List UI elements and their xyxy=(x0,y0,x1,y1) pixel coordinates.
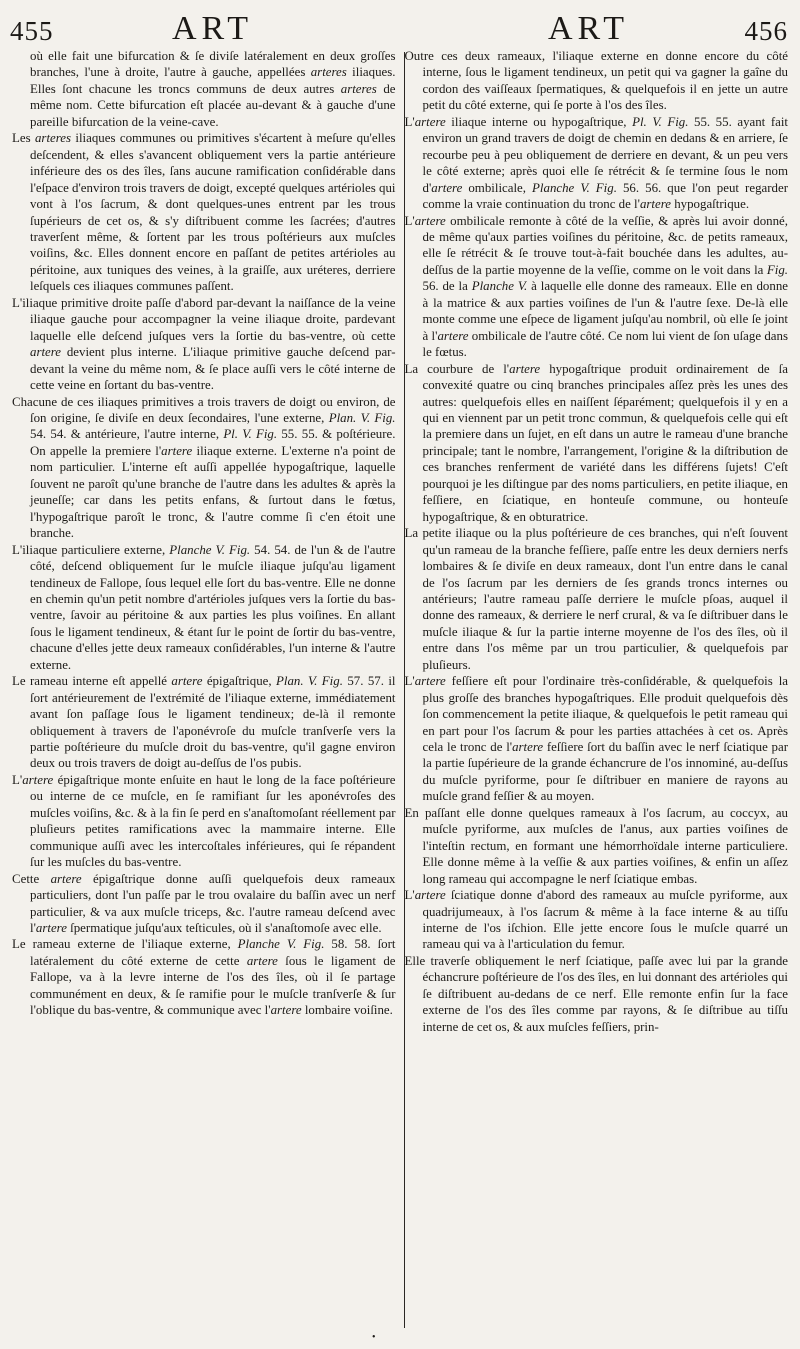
paragraph: L'artere ſciatique donne d'abord des rameaux au muſcle pyriforme, aux quadrijumeaux, à l'os ſacrum & même à la face interne & au tiſſu interne de l'os iſchion. Elle jette encore ſous le muſcle quarré un rameau qui va à l'articulation du femur. xyxy=(404,888,788,952)
right-column xyxy=(405,48,789,1340)
paragraph: Cette artere épigaſtrique donne auſſi quelquefois deux rameaux particuliers, dont l'un paſſe par le trou ovalaire du baſſin avec un nerf particulier, & va aux muſcle triceps, &c. l'autre rameau deſcend avec l'artere ſpermatique juſqu'aux teſticules, où il s'anaſtomoſe avec elle. xyxy=(12,871,396,936)
running-head-right: ART xyxy=(548,10,629,47)
left-column xyxy=(12,48,396,1340)
paragraph: L'iliaque primitive droite paſſe d'abord par-devant la naiſſance de la veine iliaque gauche pour accompagner la veine iliaque droite, pardevant laquelle elle deſcend juſques vers la ſortie du bas-ventre, où cette artere devient plus interne. L'iliaque primitive gauche deſcend par-devant la veine du même nom, & ſe place auſſi vers le côté interne de cette veine en ſortant du bas-ventre. xyxy=(12,295,396,393)
paragraph: La courbure de l'artere hypogaſtrique produit ordinairement de ſa convexité quatre ou cinq branches principales aſſez près les unes des autres: quelquefois elles en naiſſent ſéparément; quelquefois il y en a qui en viennent par un petit tronc commun, & quelquefois celle qui eſt la premiere dans un ſujet, en eſt dans un autre le rameau d'une branche principale; tant le nombre, l'arrangement, l'origine & la diſtribution de ces branches renferment de variété dans les différens ſujets! C'eſt pourquoi je les diſtingue par des noms particuliers, en petite iliaque, en feſſiere, en ſciatique, en honteuſe commune, ou honteuſe hypogaſtrique, & en obturatrice. xyxy=(404,361,788,524)
paragraph: Le rameau externe de l'iliaque externe, Planche V. Fig. 58. 58. ſort latéralement du côté externe de cette artere ſous le ligament de Fallope, va à la levre interne de l'os des îles, où il ſe partage communément en deux, & ſe ramifie pour le muſcle tranſverſe & ſur l'oblique du bas-ventre, & communique avec l'artere lombaire voiſine. xyxy=(12,937,396,1018)
running-head-left: ART xyxy=(172,10,253,47)
paragraph: Elle traverſe obliquement le nerf ſciatique, paſſe avec lui par la grande échancrure poſtérieure de l'os des îles, en lui donnant des artérioles qui ſe diſtribuent au-dedans de ce nerf. Elle remonte enfin ſur la face externe de l'os des îles comme par rayons, & ſe diſtribue au tiſſu interne de cet os, & aux muſcles feſſiers, prin- xyxy=(404,953,788,1034)
paragraph: La petite iliaque ou la plus poſtérieure de ces branches, qui n'eſt ſouvent qu'un rameau de la branche feſſiere, paſſe entre les deux derniers nerfs lombaires & ſe diviſe en deux rameaux, dont l'un entre dans le canal de l'os ſacrum par les derniers de ſes grands troncs internes ou antérieurs; l'autre rameau paſſe derriere le muſcle pſoas, auquel il donne des rameaux, & derriere le nerf crural, & va ſe diſtribuer dans le muſcle iliaque & ſur la partie interne moyenne de l'os des îles, où il entre dans l'os même par un trou particulier, & quelquefois par pluſieurs. xyxy=(404,526,788,672)
paragraph: L'artere épigaſtrique monte enſuite en haut le long de la face poſtérieure ou interne de ce muſcle, en ſe ramifiant ſur les aponévroſes des muſcles voiſins, &c. & à la fin ſe perd en s'anaſtomoſant réellement par pluſieurs petites ramifications avec la mammaire interne. Elle communique auſſi avec les intercoſtales inférieures, qui ſe répandent ſur les muſcles du bas-ventre. xyxy=(12,772,396,870)
two-column-body xyxy=(12,48,788,1340)
paragraph: L'artere iliaque interne ou hypogaſtrique, Pl. V. Fig. 55. 55. ayant fait environ un grand travers de doigt de chemin en dedans & en arriere, ſe recourbe peu à peu obliquement de derriere en devant, & un peu vers le côté externe; après quoi elle ſe rétrécit & ſe termine ſous le nom d'artere ombilicale, Planche V. Fig. 56. 56. que l'on peut regarder comme la vraie continuation du tronc de l'artere hypogaſtrique. xyxy=(404,114,788,212)
paragraph: où elle fait une bifurcation & ſe diviſe latéralement en deux groſſes branches, l'une à droite, l'autre à gauche, appellées arteres iliaques. Elles ſont chacune les troncs communs de deux autres arteres de même nom. Cette bifurcation eſt placée au-devant & à gauche d'une pareille bifurcation de la veine-cave. xyxy=(30,49,396,129)
page-header xyxy=(0,0,800,48)
page-number-left: 455 xyxy=(10,16,54,46)
page-number-right: 456 xyxy=(744,16,788,46)
paragraph: L'iliaque particuliere externe, Planche V. Fig. 54. 54. de l'un & de l'autre côté, deſcend obliquement ſur le muſcle iliaque juſqu'au ligament tendineux de Fallope, ſous lequel elle ſort du bas-ventre. Elle ne donne en chemin qu'un petit nombre d'artérioles juſques vers la ſortie du bas-ventre, ſavoir au péritoine & aux parties les plus voiſines. En allant ſous le ligament tendineux, & étant ſur le point de ſortir du bas-ventre, chacune d'elles jette deux rameaux conſidérables, l'un interne & l'autre externe. xyxy=(12,542,396,672)
footer-mark: • xyxy=(372,1332,376,1343)
paragraph: Les arteres iliaques communes ou primitives s'écartent à meſure qu'elles deſcendent, & elles s'avancent obliquement vers la partie antérieure inférieure des os des îles, ſans aucune ramification conſidérable dans l'eſpace d'environ trois travers de doigt, excepté quelques artérioles qui vont à l'os ſacrum, & dont quelques-unes entrent par les trous ſupérieurs de cet os, & s'y diſtribuent comme les ſacrées; d'autres traverſent même, & ſortent par les trous poſtérieurs aux muſcles voiſins, &c. Elles donnent encore en paſſant de petites artérioles au péritoine, aux tuniques des veines, à la graiſſe, aux uréteres, derriere leſquels ces iliaques communes paſſent. xyxy=(12,131,396,294)
paragraph: L'artere feſſiere eſt pour l'ordinaire très-conſidérable, & quelquefois la plus groſſe des branches hypogaſtriques. Elle produit quelquefois dès ſon commencement la petite iliaque, & quelquefois le petit rameau qui en part pour l'os ſacrum & pour les parties attachées à cet os. Après cela le tronc de l'artere feſſiere ſort du baſſin avec le nerf ſciatique par la partie ſupérieure de la grande échancrure de l'os innominé, au-deſſus du muſcle pyriforme, pour ſe diſtribuer en maniere de rayons au muſcle grand feſſier & au moyen. xyxy=(404,674,788,804)
paragraph: L'artere ombilicale remonte à côté de la veſſie, & après lui avoir donné, de même qu'aux parties voiſines du péritoine, &c. de petits rameaux, elle ſe rétrécit & ſe trouve tout-à-fait bouchée dans les adultes, au-deſſus de la partie moyenne de la veſſie, comme on le voit dans la Fig. 56. de la Planche V. à laquelle elle donne des rameaux. Elle en donne à la matrice & aux parties voiſines de l'un & l'autre ſexe. De-là elle monte comme une eſpece de ligament juſqu'au nombril, où elle ſe joint à l'artere ombilicale de l'autre côté. Ce nom lui vient de ſon uſage dans le fœtus. xyxy=(404,213,788,360)
paragraph: Le rameau interne eſt appellé artere épigaſtrique, Plan. V. Fig. 57. 57. il ſort antérieurement de l'extrémité de l'iliaque externe, immédiatement avant ſon paſſage ſous le ligament tendineux; de-là il remonte obliquement à travers de l'aponévroſe du muſcle tranſverſe vers la partie poſtérieure du muſcle droit du bas-ventre, qu'il gagne environ deux ou trois travers de doigt au-deſſus de l'os pubis. xyxy=(12,674,396,771)
paragraph: Outre ces deux rameaux, l'iliaque externe en donne encore du côté interne, ſous le ligament tendineux, un petit qui va gagner la gaîne du cordon des vaiſſeaux ſpermatiques, & quelquefois il en jette un autre petit du côté externe, qui ſe porte à l'os des îles. xyxy=(404,49,788,113)
paragraph: En paſſant elle donne quelques rameaux à l'os ſacrum, au coccyx, au muſcle pyriforme, aux muſcles de l'anus, aux parties voiſines de l'inteſtin rectum, en formant une hémorrhoïdale interne particuliere. Elle donne même à la veſſie & aux parties voiſines, & enfin un aſſez long rameau qui accompagne le nerf ſciatique embas. xyxy=(404,805,788,886)
paragraph: Chacune de ces iliaques primitives a trois travers de doigt ou environ, de ſon origine, ſe diviſe en deux ſecondaires, l'une externe, Plan. V. Fig. 54. 54. & antérieure, l'autre interne, Pl. V. Fig. 55. 55. & poſtérieure. On appelle la premiere l'artere iliaque externe. L'externe n'a point de nom particulier. L'interne eſt auſſi appellée hypogaſtrique, laquelle ſouvent ne paroît qu'une branche de l'autre dans les adultes & après la jeuneſſe; car dans les petits enfans, & ſurtout dans le fœtus, l'hypogaſtrique paroît le tronc, & l'autre comme ſi c'en étoit une branche. xyxy=(12,394,396,541)
